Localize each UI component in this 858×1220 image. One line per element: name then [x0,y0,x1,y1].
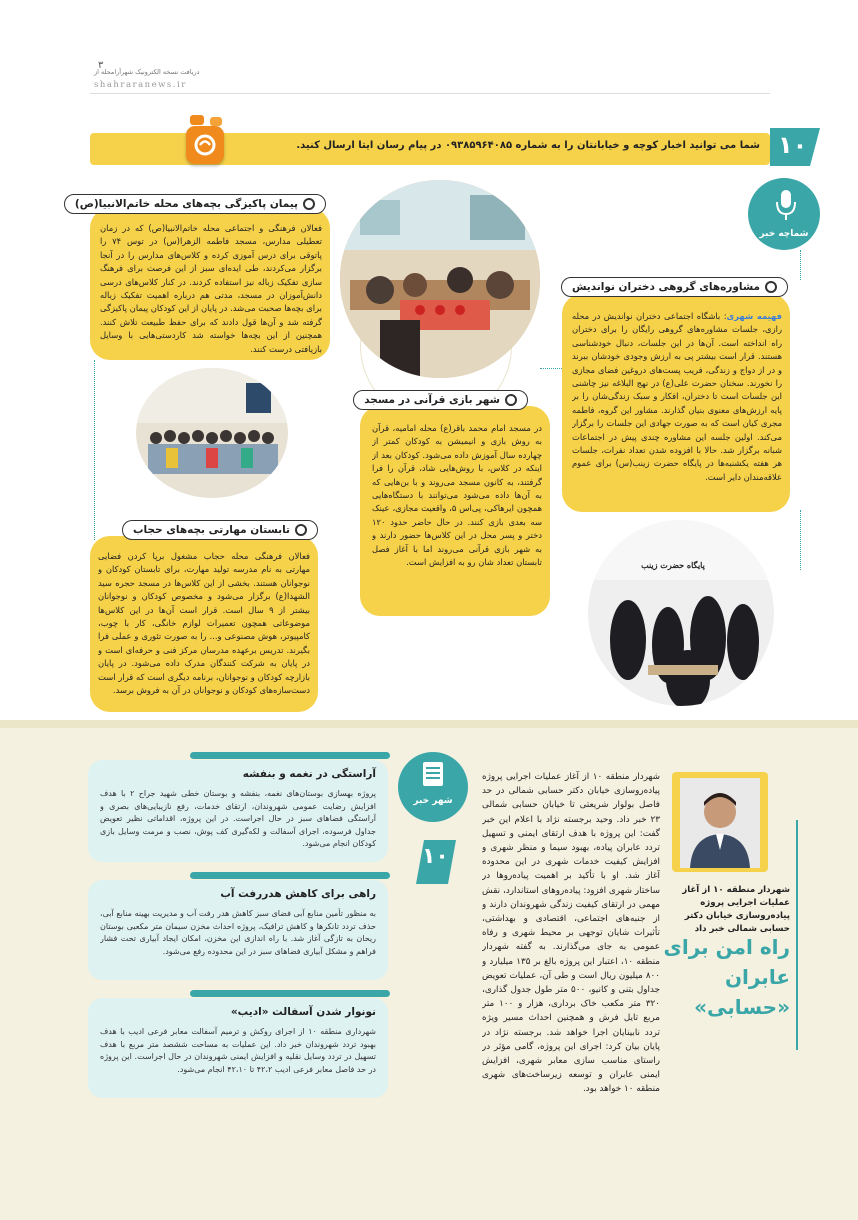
banner-number: ۱۰ [778,131,808,159]
notification-dot-icon [190,115,204,125]
header-site[interactable]: shahraranews.ir [94,80,187,90]
portrait-frame [672,772,768,872]
newspaper-icon [421,760,445,788]
side-card-tab [190,752,390,759]
notification-dot-icon [210,117,222,126]
microphone-icon [774,188,798,224]
header-small-text: دریافت نسخه الکترونیک شهرآرامحله از [94,68,200,76]
eitaa-app-icon [186,126,224,164]
side-card-title: راهی برای کاهش هدررفت آب [220,888,376,900]
side-card-tab [190,872,390,879]
connector-line [94,360,95,540]
bullet-icon [765,281,777,293]
main-article-caption: شهردار منطقه ۱۰ از آغاز عملیات اجرایی پروژه پیاده‌روسازی خیابان دکتر حسابی شمالی خبر داد [682,885,790,934]
side-card-tab [190,990,390,997]
side-card-body: پروژه بهسازی بوستان‌های نغمه، بنفشه و بوستان خطی شهید جراح ۲ با هدف افزایش رضایت عمومی شهروندان، ارتقای خدمات، رفع نازیبایی‌های بصری و آراستگی فضاهای سبز در حال اجراست. در این پروژه، اقداماتی نظیر تعویض جداول فرسوده، اجرای آسفالت و لکه‌گیری کف پوش، نصب و مرمت وسایل بازی کودکان انجام می‌شود. [100,789,376,848]
portrait-photo [672,772,768,872]
card-body-tabestan: فعالان فرهنگی محله حجاب مشغول برپا کردن فضایی مهارتی به نام مدرسه تولید مهارت، برای تابستان کودکان و نوجوانان هستند. بخشی از این کلاس‌ها در مسجد حجره سید الشهدا(ع) برگزار می‌شود و مخصوص کودکان و نوجوانان بیشتر از ۹ سال است. قرار است آن‌ها در این کلاس‌ها موضوعاتی همچون تعمیرات لوازم خانگی، کار با چوب، کامپیوتر، هوش مصنوعی و... را به صورت تئوری و عملی فرا بگیرند. تدریس برعهده مدرسان مرکز فنی و حرفه‌ای است و در پایان به شرکت کنندگان مدرک داده می‌شود. در پایان بازارچه کودکان و نوجوانان، برنامه دیگری است که قرار است دست‌سازه‌های کودکان و نوجوانان در آن به فروش برسد. [98,551,310,696]
photo-kids-group [136,368,288,498]
side-card-body: شهرداری منطقه ۱۰ از اجرای روکش و ترمیم آسفالت معابر فرعی ادیب با هدف بهبود تردد شهروندان خبر داد. این عملیات به مساحت ششصد متر مربع با هدف تسهیل در تردد وسایل نقلیه و افزایش ایمنی شهروندان در حال اجراست. این پروژه در حد فاصل معابر فرعی ادیب ۴۲،۲ تا ۴۲،۱۰ انجام می‌شود. [100,1027,376,1074]
header-divider [90,93,770,94]
photo-sign: پایگاه حضرت زینب [641,560,705,570]
side-card-title: آراستگی در نغمه و بنفشه [242,768,376,780]
bullet-icon [505,394,517,406]
section-divider [0,720,858,728]
card-title-text: پیمان پاکیزگی بچه‌های محله خاتم‌الانبیا(ص) [74,198,298,210]
card-title-text: شهر بازی قرآنی در مسجد [364,394,500,406]
card-body-shahrbazi: در مسجد امام محمد باقر(ع) محله امامیه، قرآن به روش بازی و انیمیشن به کودکان کمتر از چهارده سال آموزش داده می‌شود. کودکان بعد از اینکه در کلاس، با روش‌هایی شاد، قرآن را فرا گرفتند، به کانون مسجد می‌روند و با بن‌هایی که به آن‌ها داده می‌شود می‌توانند با دستگاه‌هایی همچون ایرهاکی، پی‌اس ۵، واقعیت مجازی، عینک سه بعدی بازی کنند. در حال حاضر حدود ۱۲۰ دختر و پسر محل در این کلاس‌ها حضور دارند و به شهر بازی قرآنی می‌روند اما با آغاز فصل تابستان تعداد شان رو به افزایش است. [372,423,542,568]
card-title-moshavere [561,277,788,297]
bullet-icon [303,198,315,210]
side-card-title: نونوار شدن آسفالت «ادیب» [230,1006,376,1018]
author: فهیمه شهری [726,311,782,321]
card-title-text: تابستان مهارتی بچه‌های حجاب [132,524,290,536]
card-body-paymaan: فعالان فرهنگی و اجتماعی محله خاتم‌الانبیا(ص) که در زمان تعطیلی مدارس، مسجد فاطمه الزهرا(س) در توس ۷۴ را پاتوقی برای درس آموزی کرده و کلاس‌های مدارس را در آنجا برگزار می‌کردند، طی ایده‌ای سبز از این فرصت برای فرهنگ سازی تفکیک زباله نیز استفاده کردند. در کنار کلاس‌های درسی دانش‌آموزان در مسجد، مدتی هم درباره اهمیت تفکیک زباله برای بچه‌ها صحبت می‌شد. در پایان از این کودکان پیمان پاکیزگی گرفته شد و آن‌ها قول دادند که برای حفظ طبیعت تلاش کنند. همچنین از این بچه‌ها خواسته شد کاردستی‌هایی با وسایل بازیافتی درست کنند. [100,223,322,354]
page-number: ۳ [98,60,104,71]
photo-classroom [340,180,540,378]
bullet-icon [295,524,307,536]
main-article-body: شهردار منطقه ۱۰ از آغاز عملیات اجرایی پروژه پیاده‌روسازی خیابان دکتر حسابی شمالی در حد فاصل بولوار شریعتی تا خیابان حسابی شمالی ۲۳ خبر داد. وحید برجسته نژاد با اعلام این خبر گفت: این پروژه با هدف ارتقای ایمنی و تسهیل تردد عابران پیاده، بهبود سیما و منظر شهری و افزایش کیفیت خدمات شهری در این محدوده آغاز شد. او با تأکید بر اهمیت پیاده‌روها در ساختار شهری افزود: پیاده‌روهای استاندارد، نقش مهمی در ارتقای کیفیت زندگی شهروندان دارند و از جنبه‌های اجتماعی، اقتصادی و بهداشتی، تأثیرات شایان توجهی بر محیط شهری و رفاه عمومی به جای می‌گذارند. به گفته شهردار منطقه ۱۰، اعتبار این پروژه بالغ بر ۱۳۵ میلیارد و ۸۰۰ میلیون ریال است و طی آن، عملیات تعویض جداول بتنی و کانیو، ۵۰۰ متر طول جدول گذاری، ۳۲۰ متر مکعب خاک برداری، هزار و ۱۰۰ متر مربع تایل فرش و همچنین احداث مسیر ویژه تردد نابینایان اجرا خواهد شد. برجسته نژاد در پایان بیان کرد: اجرای این پروژه، گامی مؤثر در راستای مناسب سازی معابر شهری، افزایش ایمنی عابران و توسعه زیرساخت‌های شهری منطقه ۱۰ خواهد بود. [482,772,660,1095]
card-title-paymaan [64,194,326,214]
lower-number: ۱۰ [422,844,449,869]
section-label: شماچه خبر [759,229,809,239]
card-title-shahrbazi [353,390,528,410]
accent-line [796,820,798,1050]
lower-section-label: شهر خبر [413,796,453,806]
main-article-headline: راه امن برای عابران «حسابی» [663,935,790,1019]
card-body-moshavere: فهیمه شهری: باشگاه اجتماعی دختران نواندیش در محله رازی، جلسات مشاوره‌های گروهی رایگان را برای دختران راه انداخته است. آن‌ها در این جلسات، دنبال خودشناسی هستند. قرار است بیشتر پی به ارزش وجودی خودشان ببرند و در از دواج و زندگی، فریب پست‌های دروغین فضای مجازی را نخورند. سخنان حضرت علی(ع) در نهج البلاغه نیز چاشنی این جلسات است تا دختران، افکار و سبک زندگی‌شان را بر پایه ارزش‌های معنوی بنیان گذارند. مشاور این گروه، فاطمه مجری کیان است که به صورت جهادی این جلسات را برگزار می‌کند. اولین جلسه این مشاوره چندی پیش در اجتماعات شبانه برگزار شد. حالا با افزوده شدن تعداد نفرات، جلسات هر هفته یکشنبه‌ها در پایگاه حضرت زینب(س) برای عموم علاقه‌مندان دایر است. [572,311,782,482]
connector-line [800,250,801,280]
connector-line [800,510,801,570]
photo-women-meeting [588,520,774,706]
side-card-body: به منظور تأمین منابع آبی فضای سبز کاهش هدر رفت آب و مدیریت بهینه منابع آبی، حذف تردد تانکرها و کاهش ترافیک، پروژه احداث مخزن سیمان متر مکعبی بوستان ریحان به تازگی آغاز شد. با راه اندازی این مخزن، امکان ایجاد آبیاری تحت فشار فراهم و مشکل آبیاری فضاهای سبز در این محدوده رفع می‌شود. [100,909,376,956]
banner-text: شما می توانید اخبار کوچه و خیابانتان را به شماره ۰۹۳۸۵۹۶۴۰۸۵ در پیام رسان ایتا ارسال کنید. [296,140,760,151]
card-title-tabestan [122,520,318,540]
card-title-text: مشاوره‌های گروهی دختران نواندیش [571,281,760,293]
body-text: باشگاه اجتماعی دختران نواندیش در محله رازی، جلسات مشاوره‌های گروهی رایگان را برای دختران راه انداخته است. آن‌ها در این جلسات، دنبال خودشناسی هستند. قرار است بیشتر پی به ارزش وجودی خودشان ببرند و در از دواج و زندگی، فریب پست‌های دروغین فضای مجازی را نخورند. سخنان حضرت علی(ع) در نهج البلاغه نیز چاشنی این جلسات است تا دختران، افکار و سبک زندگی‌شان را بر پایه ارزش‌های معنوی بنیان گذارند. مشاور این گروه، فاطمه مجری کیان است که به صورت جهادی این جلسات را برگزار می‌کند. اولین جلسه این مشاوره چندی پیش در اجتماعات شبانه برگزار شد. حالا با افزوده شدن تعداد نفرات، جلسات هر هفته یکشنبه‌ها در پایگاه حضرت زینب(س) برای عموم علاقه‌مندان دایر است. [572,311,782,482]
